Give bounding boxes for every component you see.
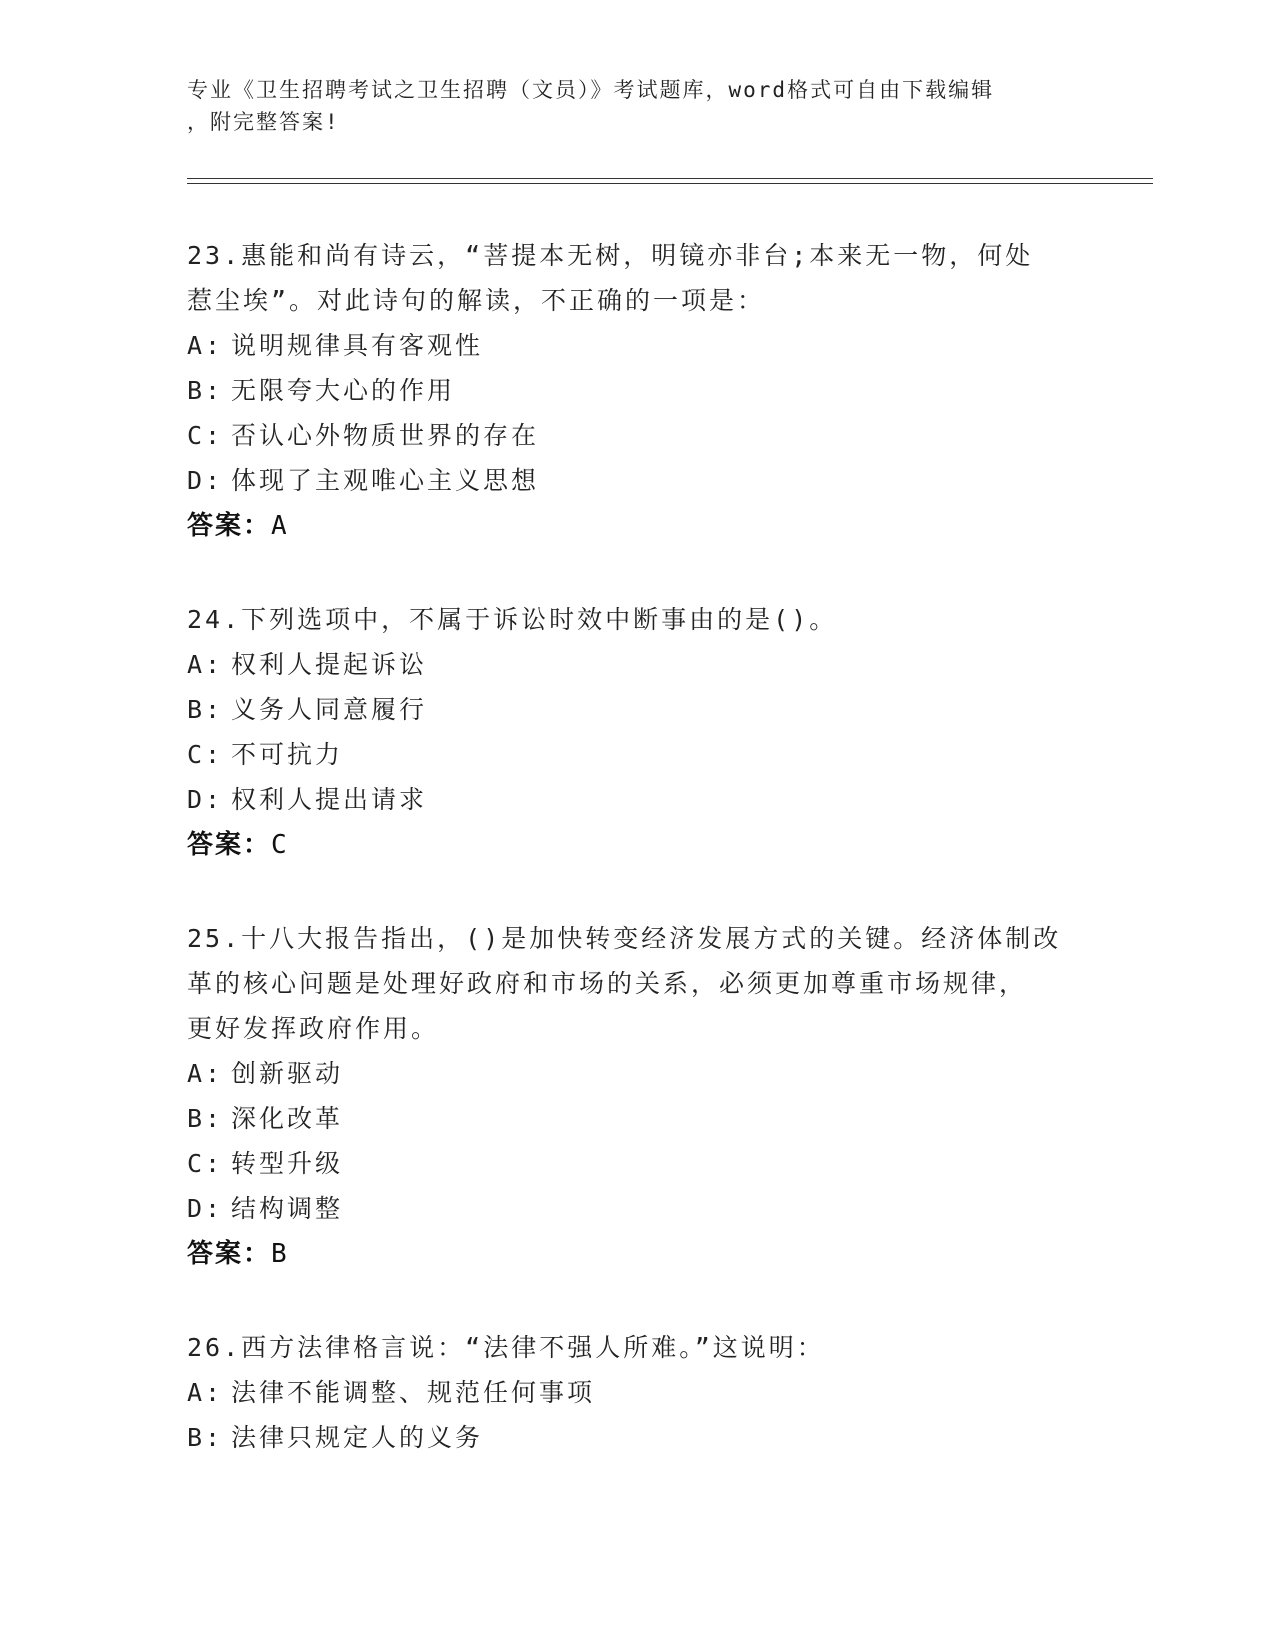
answer-value: B (271, 1239, 289, 1269)
option-a (187, 323, 1087, 368)
option-letter: D: (187, 466, 224, 495)
option-letter: C: (187, 740, 224, 769)
option-text: 法律只规定人的义务 (231, 1423, 484, 1452)
option-letter: B: (187, 1104, 224, 1133)
option-text: 深化改革 (231, 1104, 344, 1133)
option-text: 权利人提起诉讼 (231, 650, 428, 679)
option-text: 否认心外物质世界的存在 (231, 421, 540, 450)
option-letter: A: (187, 1059, 224, 1088)
option-letter: B: (187, 1423, 224, 1452)
option-text: 无限夸大心的作用 (231, 376, 456, 405)
question-26 (187, 1325, 1087, 1460)
option-letter: B: (187, 695, 224, 724)
question-23 (187, 233, 1087, 549)
answer-label: 答案： (187, 1239, 272, 1269)
option-text: 创新驱动 (231, 1059, 344, 1088)
option-c (187, 413, 1087, 458)
option-a (187, 1051, 1087, 1096)
answer-value: C (271, 830, 289, 860)
header-divider-top (187, 178, 1153, 179)
answer (187, 1231, 1087, 1277)
answer (187, 503, 1087, 549)
option-b (187, 1415, 1087, 1460)
option-letter: A: (187, 331, 224, 360)
option-d (187, 458, 1087, 503)
option-a (187, 642, 1087, 687)
document-header (187, 74, 1067, 138)
option-letter: C: (187, 421, 224, 450)
option-letter: A: (187, 1378, 224, 1407)
option-letter: C: (187, 1149, 224, 1178)
option-text: 权利人提出请求 (231, 785, 428, 814)
option-text: 说明规律具有客观性 (231, 331, 484, 360)
answer-label: 答案： (187, 830, 272, 860)
option-text: 结构调整 (231, 1194, 344, 1223)
option-letter: D: (187, 1194, 224, 1223)
question-text-line: 23.惠能和尚有诗云，“菩提本无树，明镜亦非台;本来无一物，何处 (187, 241, 1034, 270)
option-letter: A: (187, 650, 224, 679)
option-text: 体现了主观唯心主义思想 (231, 466, 540, 495)
option-letter: D: (187, 785, 224, 814)
question-25 (187, 916, 1087, 1277)
question-text-line: 24.下列选项中，不属于诉讼时效中断事由的是()。 (187, 605, 838, 634)
option-b (187, 687, 1087, 732)
option-b (187, 368, 1087, 413)
question-text-line: 惹尘埃”。对此诗句的解读，不正确的一项是： (187, 286, 766, 315)
header-line-2: ，附完整答案! (187, 110, 340, 134)
question-text-line: 26.西方法律格言说：“法律不强人所难。”这说明： (187, 1333, 825, 1362)
option-c (187, 1141, 1087, 1186)
header-line-1: 专业《卫生招聘考试之卫生招聘（文员）》考试题库，word格式可自由下载编辑 (187, 78, 995, 102)
question-text-line: 25.十八大报告指出，()是加快转变经济发展方式的关键。经济体制改 (187, 924, 1062, 953)
option-c (187, 732, 1087, 777)
option-text: 法律不能调整、规范任何事项 (231, 1378, 596, 1407)
option-d (187, 1186, 1087, 1231)
question-text-line: 更好发挥政府作用。 (187, 1014, 440, 1043)
answer-label: 答案： (187, 511, 272, 541)
header-divider-bottom (187, 183, 1153, 184)
option-a (187, 1370, 1087, 1415)
option-text: 转型升级 (231, 1149, 344, 1178)
option-text: 不可抗力 (231, 740, 344, 769)
option-letter: B: (187, 376, 224, 405)
answer-value: A (271, 511, 289, 541)
option-d (187, 777, 1087, 822)
question-24 (187, 597, 1087, 868)
option-text: 义务人同意履行 (231, 695, 428, 724)
question-text-line: 革的核心问题是处理好政府和市场的关系，必须更加尊重市场规律， (187, 969, 1028, 998)
option-b (187, 1096, 1087, 1141)
answer (187, 822, 1087, 868)
